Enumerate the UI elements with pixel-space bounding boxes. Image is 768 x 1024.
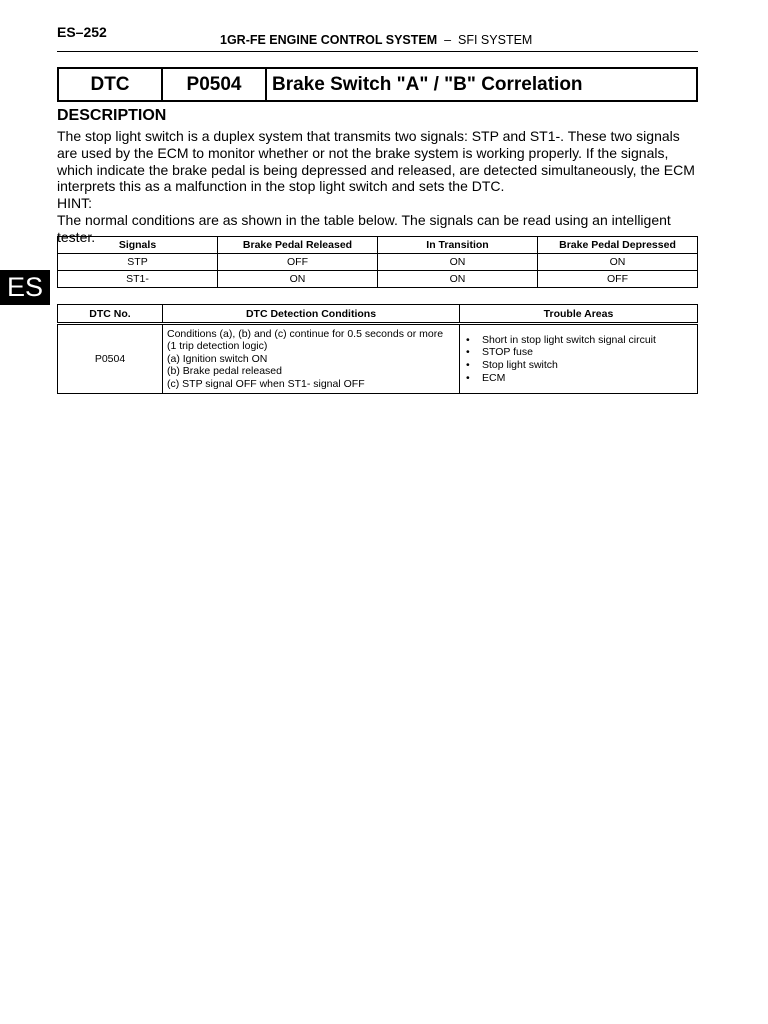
column-header: DTC No. bbox=[58, 305, 163, 324]
list-item: • STOP fuse bbox=[464, 346, 693, 359]
running-header bbox=[220, 33, 532, 47]
header-rule bbox=[57, 51, 698, 52]
dtc-code: P0504 bbox=[163, 69, 267, 100]
header-separator: – bbox=[444, 33, 452, 47]
column-header: DTC Detection Conditions bbox=[163, 305, 460, 324]
table-row bbox=[58, 324, 698, 394]
column-header: In Transition bbox=[378, 237, 538, 254]
trouble-areas-list bbox=[464, 334, 693, 384]
signal-table bbox=[57, 236, 698, 288]
table-cell: OFF bbox=[218, 254, 378, 271]
dtc-number-cell: P0504 bbox=[58, 324, 163, 394]
table-cell: OFF bbox=[538, 271, 698, 288]
condition-line: (b) Brake pedal released bbox=[167, 365, 282, 378]
column-header: Brake Pedal Released bbox=[218, 237, 378, 254]
section-tab: ES bbox=[0, 270, 50, 305]
detection-conditions-cell bbox=[163, 324, 460, 394]
column-header: Trouble Areas bbox=[460, 305, 698, 324]
hint-label: HINT: bbox=[57, 195, 92, 212]
description-heading: DESCRIPTION bbox=[57, 107, 167, 124]
table-cell: ON bbox=[378, 254, 538, 271]
table-cell: ON bbox=[378, 271, 538, 288]
condition-line: (c) STP signal OFF when ST1- signal OFF bbox=[167, 377, 365, 390]
page-number: ES–252 bbox=[57, 24, 107, 40]
table-row bbox=[58, 271, 698, 288]
description-body bbox=[57, 128, 702, 246]
dtc-label: DTC bbox=[59, 69, 163, 100]
column-header: Signals bbox=[58, 237, 218, 254]
table-cell: STP bbox=[58, 254, 218, 271]
table-cell: ST1- bbox=[58, 271, 218, 288]
list-item: • ECM bbox=[464, 372, 693, 385]
table-header-row bbox=[58, 305, 698, 324]
column-header: Brake Pedal Depressed bbox=[538, 237, 698, 254]
table-cell: ON bbox=[218, 271, 378, 288]
list-item: • Short in stop light switch signal circuit bbox=[464, 334, 693, 347]
condition-line: (a) Ignition switch ON bbox=[167, 352, 268, 365]
dtc-table bbox=[57, 304, 698, 394]
list-item: • Stop light switch bbox=[464, 359, 693, 372]
dtc-title-box bbox=[57, 67, 698, 102]
system-name: 1GR-FE ENGINE CONTROL SYSTEM bbox=[220, 33, 438, 47]
table-header-row bbox=[58, 237, 698, 254]
condition-line: Conditions (a), (b) and (c) continue for 0.5 seconds or more (1 trip detection logic) bbox=[167, 327, 444, 353]
dtc-title: Brake Switch "A" / "B" Correlation bbox=[272, 73, 583, 95]
trouble-areas-cell bbox=[460, 324, 698, 394]
description-paragraph: The stop light switch is a duplex system that transmits two signals: STP and ST1-. These two signals are used by the ECM to monitor whether or not the brake system is working properly. If the signals, which indicate the brake pedal is being depressed and released, are detected simultaneously, the ECM interprets this as a malfunction in the stop light switch and sets the DTC. bbox=[57, 128, 695, 195]
subsystem-name: SFI SYSTEM bbox=[458, 33, 533, 47]
table-cell: ON bbox=[538, 254, 698, 271]
table-row bbox=[58, 254, 698, 271]
hint-text: The normal conditions are as shown in the table below. The signals can be read using an intelligent tester. bbox=[57, 211, 671, 245]
